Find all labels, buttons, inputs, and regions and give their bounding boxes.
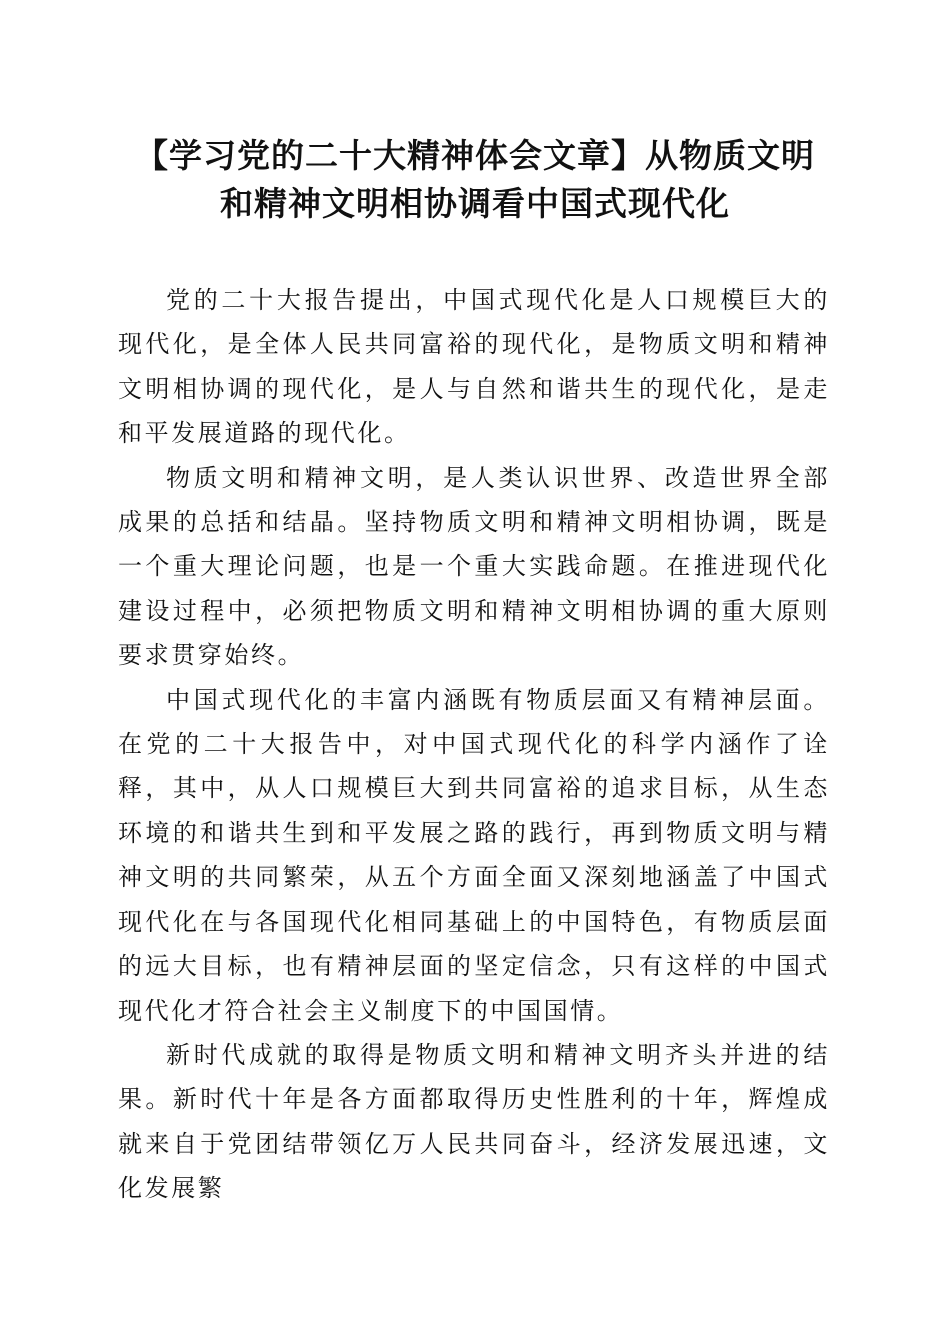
document-title: [100, 132, 850, 228]
paragraph-2: 物质文明和精神文明，是人类认识世界、改造世界全部成果的总括和结晶。坚持物质文明和精神文明相协调，既是一个重大理论问题，也是一个重大实践命题。在推进现代化建设过程中，必须把物质文明和精神文明相协调的重大原则要求贯穿始终。: [118, 463, 830, 670]
document-body: [118, 278, 830, 1211]
title-line-2: 和精神文明相协调看中国式现代化: [220, 184, 730, 223]
paragraph-4: 新时代成就的取得是物质文明和精神文明齐头并进的结果。新时代十年是各方面都取得历史性胜利的十年，辉煌成就来自于党团结带领亿万人民共同奋斗，经济发展迅速，文化发展繁: [118, 1040, 830, 1203]
title-line-1: 【学习党的二十大精神体会文章】从物质文明: [135, 136, 815, 175]
paragraph-1: 党的二十大报告提出，中国式现代化是人口规模巨大的现代化，是全体人民共同富裕的现代化，是物质文明和精神文明相协调的现代化，是人与自然和谐共生的现代化，是走和平发展道路的现代化。: [118, 286, 830, 448]
paragraph-3: 中国式现代化的丰富内涵既有物质层面又有精神层面。在党的二十大报告中，对中国式现代化的科学内涵作了诠释，其中，从人口规模巨大到共同富裕的追求目标，从生态环境的和谐共生到和平发展之路的践行，再到物质文明与精神文明的共同繁荣，从五个方面全面又深刻地涵盖了中国式现代化在与各国现代化相同基础上的中国特色，有物质层面的远大目标，也有精神层面的坚定信念，只有这样的中国式现代化才符合社会主义制度下的中国国情。: [118, 685, 830, 1025]
